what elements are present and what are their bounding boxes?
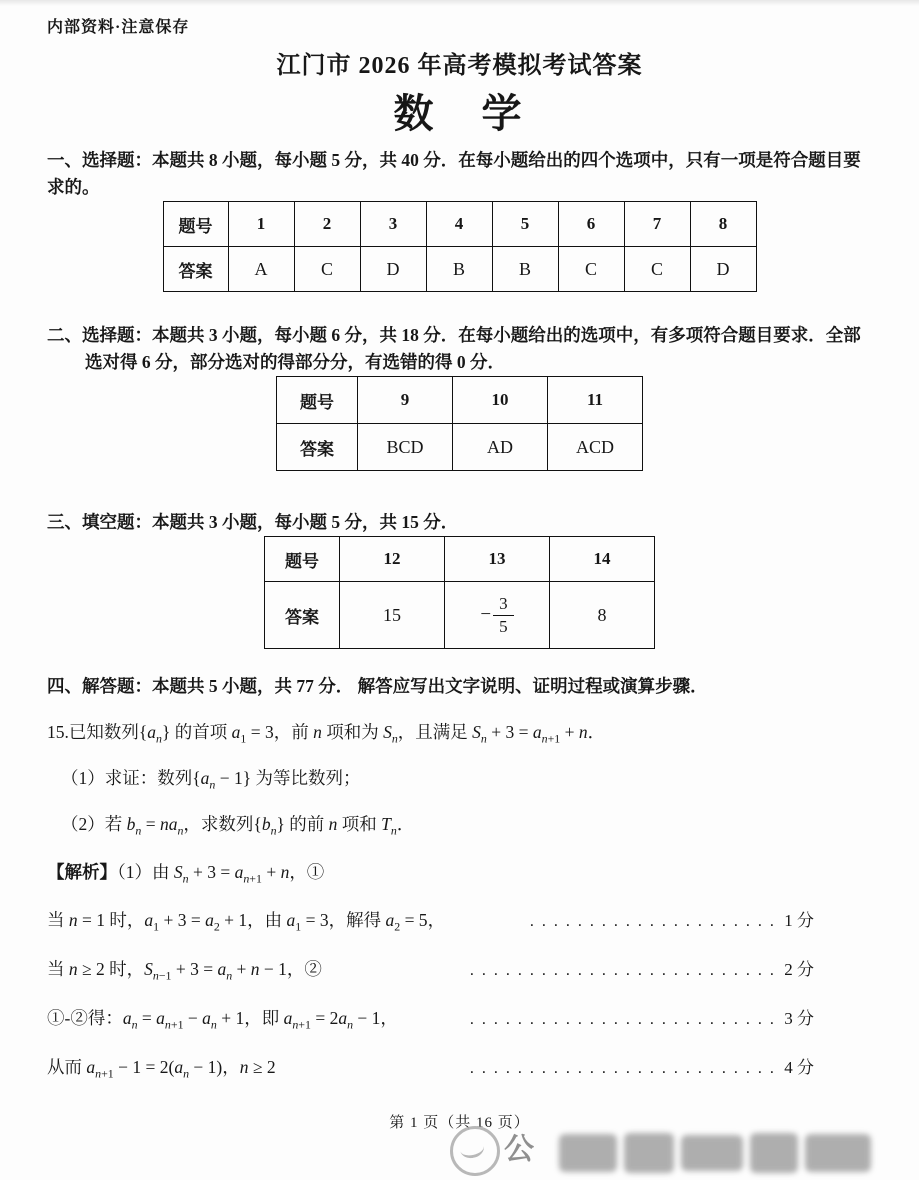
- confidential-notice: 内部资料·注意保存: [47, 19, 190, 36]
- watermark-blob: [681, 1135, 743, 1171]
- score-label: 3 分: [784, 1009, 814, 1028]
- page-footer: 第 1 页（共 16 页）: [389, 1115, 530, 1131]
- fraction-answer: [480, 594, 513, 636]
- answer-cell: D: [360, 247, 426, 292]
- fraction-sign: −: [480, 604, 492, 625]
- qnum-cell: 3: [360, 202, 426, 247]
- answer-cell: BCD: [358, 424, 453, 471]
- problem15-statement: 15.已知数列$\{a_n\}$ 的首项 $a_1 = 3$，前 n 项和为 $S_n$，且满足 $S_n + 3 = a_{n+1} + n$．: [47, 722, 606, 746]
- answer-cell-13: [445, 582, 550, 649]
- section2-heading: 二、选择题：本题共 3 小题，每小题 6 分，共 18 分．在每小题给出的选项中，有多项符合题目要求．全部选对得 6 分，部分选对的得部分分，有选错的得 0 分．: [47, 325, 861, 372]
- solution-step-2: [47, 958, 872, 982]
- qnum-cell: 11: [548, 377, 643, 424]
- qnum-cell: 8: [690, 202, 756, 247]
- fraction-stack: [493, 594, 514, 636]
- section4-heading: 四、解答题：本题共 5 小题，共 77 分． 解答应写出文字说明、证明过程或演算步骤．: [47, 676, 708, 696]
- qnum-cell: 6: [558, 202, 624, 247]
- section3-heading: 三、填空题：本题共 3 小题，每小题 5 分，共 15 分．: [47, 512, 459, 532]
- question-number-row: [163, 202, 756, 247]
- row-label-answer: 答案: [265, 582, 340, 649]
- row-label-qnum: 题号: [163, 202, 228, 247]
- score-label: 1 分: [784, 911, 814, 930]
- dot-leader: . . . . . . . . . . . . . . . . . . . . . . . . . .: [469, 962, 776, 979]
- step-content: 从而 $a_{n+1} - 1 = 2(a_n - 1)$，n ≥ 2: [47, 1057, 276, 1081]
- answer-row: [265, 582, 655, 649]
- answer-row: [163, 247, 756, 292]
- answer-cell: AD: [453, 424, 548, 471]
- answer-cell: C: [558, 247, 624, 292]
- section1-heading: 一、选择题：本题共 8 小题，每小题 5 分，共 40 分．在每小题给出的四个选项中，只有一项是符合题目要求的。: [47, 150, 861, 197]
- qnum-cell: 5: [492, 202, 558, 247]
- watermark-logo-char: 公: [504, 1133, 534, 1166]
- answer-cell: B: [492, 247, 558, 292]
- step-score-block: [470, 1007, 872, 1031]
- problem15-part1: （1）求证：数列$\{a_n - 1\}$ 为等比数列；: [61, 768, 361, 792]
- qnum-cell: 12: [340, 537, 445, 582]
- question-number-row: [277, 377, 643, 424]
- exam-title: 江门市 2026 年高考模拟考试答案: [276, 53, 643, 79]
- dot-leader: . . . . . . . . . . . . . . . . . . . . . . . . . .: [469, 1060, 776, 1077]
- solution-header: 【解析】（1）由 $S_n + 3 = a_{n+1} + n$，①: [47, 862, 325, 886]
- answer-row: [277, 424, 643, 471]
- answer-cell: C: [294, 247, 360, 292]
- score-label: 2 分: [784, 960, 814, 979]
- problem15-part2: （2）若 $b_n = na_n$，求数列$\{b_n\}$ 的前 n 项和 $T_n$．: [61, 814, 415, 838]
- answer-cell: ACD: [548, 424, 643, 471]
- section1-answer-table: [163, 201, 757, 292]
- watermark-blob: [624, 1133, 674, 1173]
- qnum-cell: 13: [445, 537, 550, 582]
- row-label-answer: 答案: [277, 424, 358, 471]
- section3-answer-table: [264, 536, 655, 649]
- step-content: 当 n ≥ 2 时，$S_{n-1} + 3 = a_n + n - 1$，②: [47, 959, 322, 983]
- answer-cell: C: [624, 247, 690, 292]
- score-label: 4 分: [784, 1058, 814, 1077]
- qnum-cell: 4: [426, 202, 492, 247]
- answer-cell: B: [426, 247, 492, 292]
- dot-leader: . . . . . . . . . . . . . . . . . . . . .: [529, 913, 776, 930]
- solution-step-4: [47, 1056, 872, 1080]
- qnum-cell: 7: [624, 202, 690, 247]
- watermark-logo-circle: [450, 1126, 500, 1176]
- qnum-cell: 14: [550, 537, 655, 582]
- watermark-blurred-text: [559, 1126, 919, 1180]
- fraction-denominator: 5: [499, 616, 508, 636]
- answer-cell-14: 8: [550, 582, 655, 649]
- answer-cell: A: [228, 247, 294, 292]
- answer-cell: D: [690, 247, 756, 292]
- row-label-qnum: 题号: [265, 537, 340, 582]
- solution-step-1: [47, 909, 872, 933]
- question-number-row: [265, 537, 655, 582]
- watermark-blob: [805, 1134, 871, 1172]
- step-content: 当 n = 1 时，$a_1 + 3 = a_2 + 1$，由 $a_1 = 3$，解得 $a_2 = 5$，: [47, 910, 446, 934]
- dot-leader: . . . . . . . . . . . . . . . . . . . . . . . . . .: [469, 1011, 776, 1028]
- row-label-answer: 答案: [163, 247, 228, 292]
- qnum-cell: 1: [228, 202, 294, 247]
- subject-title: 数 学: [393, 91, 526, 136]
- watermark-blob: [750, 1133, 798, 1173]
- step-score-block: [530, 909, 872, 933]
- solution-step-3: [47, 1007, 872, 1031]
- answer-cell-12: 15: [340, 582, 445, 649]
- step-content: ①-②得：$a_n = a_{n+1} - a_n + 1$，即 $a_{n+1} = 2a_n - 1$，: [47, 1008, 398, 1032]
- step-score-block: [470, 1056, 872, 1080]
- qnum-cell: 10: [453, 377, 548, 424]
- fraction-numerator: 3: [493, 594, 514, 616]
- qnum-cell: 9: [358, 377, 453, 424]
- qnum-cell: 2: [294, 202, 360, 247]
- row-label-qnum: 题号: [277, 377, 358, 424]
- step-score-block: [470, 958, 872, 982]
- watermark-blob: [559, 1134, 617, 1172]
- section2-answer-table: [276, 376, 643, 471]
